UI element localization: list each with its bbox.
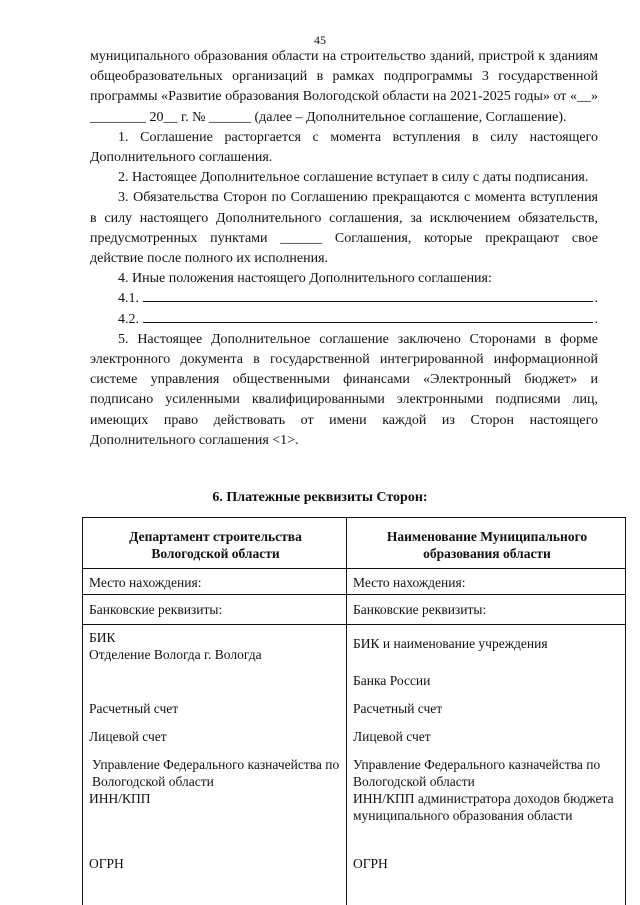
clause-4-2-line (90, 310, 598, 330)
table-row (83, 569, 626, 595)
left-treasury-cell (83, 751, 347, 847)
line-end-dot: . (594, 311, 598, 327)
left-account: Расчетный счет (83, 695, 347, 723)
table-row (83, 695, 626, 723)
left-location: Место нахождения: (83, 569, 347, 595)
left-header: Департамент строительства Вологодской области (83, 518, 347, 569)
right-personal: Лицевой счет (347, 723, 626, 751)
intro-paragraph: муниципального образования области на строительство зданий, пристрой к зданиям общеобразовательных организаций в рамках подпрограммы 3 государственной программы «Развитие образования Вологодской области на 2021-2025 годы» от «__» ________ 20__ г. № ______ (далее – Дополнительное соглашение, Соглашение). (90, 49, 598, 125)
line-end-dot: . (594, 291, 598, 307)
right-inn: ИНН/КПП администратора доходов бюджета муниципального образования области (353, 790, 614, 823)
right-treasury-cell (347, 751, 626, 847)
table-row (83, 847, 626, 905)
blank-rule (143, 300, 593, 302)
section-title: 6. Платежные реквизиты Сторон: (212, 490, 428, 505)
left-bik: БИК (89, 630, 116, 645)
left-bank: Банковские реквизиты: (83, 595, 347, 625)
right-treasury: Управление Федерального казначейства по Вологодской области (353, 756, 601, 789)
clause-1: 1. Соглашение расторгается с момента вступления в силу настоящего Дополнительного соглашения. (90, 129, 598, 166)
table-row (83, 751, 626, 847)
table-row (83, 595, 626, 625)
right-bik-cell (347, 625, 626, 695)
left-personal: Лицевой счет (83, 723, 347, 751)
table-header-row (83, 518, 626, 569)
clause-4-2-label: 4.2. (118, 311, 139, 327)
table-row (83, 625, 626, 695)
right-location: Место нахождения: (347, 569, 626, 595)
right-bik: БИК и наименование учреждения (353, 636, 548, 651)
right-header: Наименование Муниципального образования области (347, 518, 626, 569)
page-number: 45 (314, 33, 326, 47)
right-bank: Банковские реквизиты: (347, 595, 626, 625)
left-ogrn: ОГРН (83, 847, 347, 905)
clause-3: 3. Обязательства Сторон по Соглашению прекращаются с момента вступления в силу настоящего Дополнительного соглашения, за исключением обязательств, предусмотренных пунктами ______ Соглашения, которые прекращают свое действие после полного их исполнения. (90, 190, 598, 267)
clause-5: 5. Настоящее Дополнительное соглашение заключено Сторонами в форме электронного документа в государственной интегрированной информационной системе управления общественными финансами «Электронный бюджет» и подписано усиленными квалифицированными электронными подписями лиц, имеющих право действовать от имени каждой из Сторон настоящего Дополнительного соглашения <1>. (90, 331, 598, 448)
clause-4: 4. Иные положения настоящего Дополнительного соглашения: (118, 271, 492, 287)
right-ogrn: ОГРН (347, 847, 626, 905)
clause-4-1-label: 4.1. (118, 291, 139, 307)
blank-rule (143, 321, 593, 323)
table-row (83, 723, 626, 751)
right-account: Расчетный счет (347, 695, 626, 723)
clause-4-1-line (90, 289, 598, 309)
left-treasury: Управление Федерального казначейства по Вологодской области (92, 756, 340, 789)
right-bank-russia: Банка России (353, 673, 431, 688)
left-bik-cell (83, 625, 347, 695)
agreement-body (90, 47, 598, 451)
requisites-table (82, 517, 626, 905)
left-inn: ИНН/КПП (89, 790, 151, 806)
left-branch: Отделение Вологда г. Вологда (89, 647, 262, 662)
clause-2: 2. Настоящее Дополнительное соглашение вступает в силу с даты подписания. (118, 170, 589, 186)
